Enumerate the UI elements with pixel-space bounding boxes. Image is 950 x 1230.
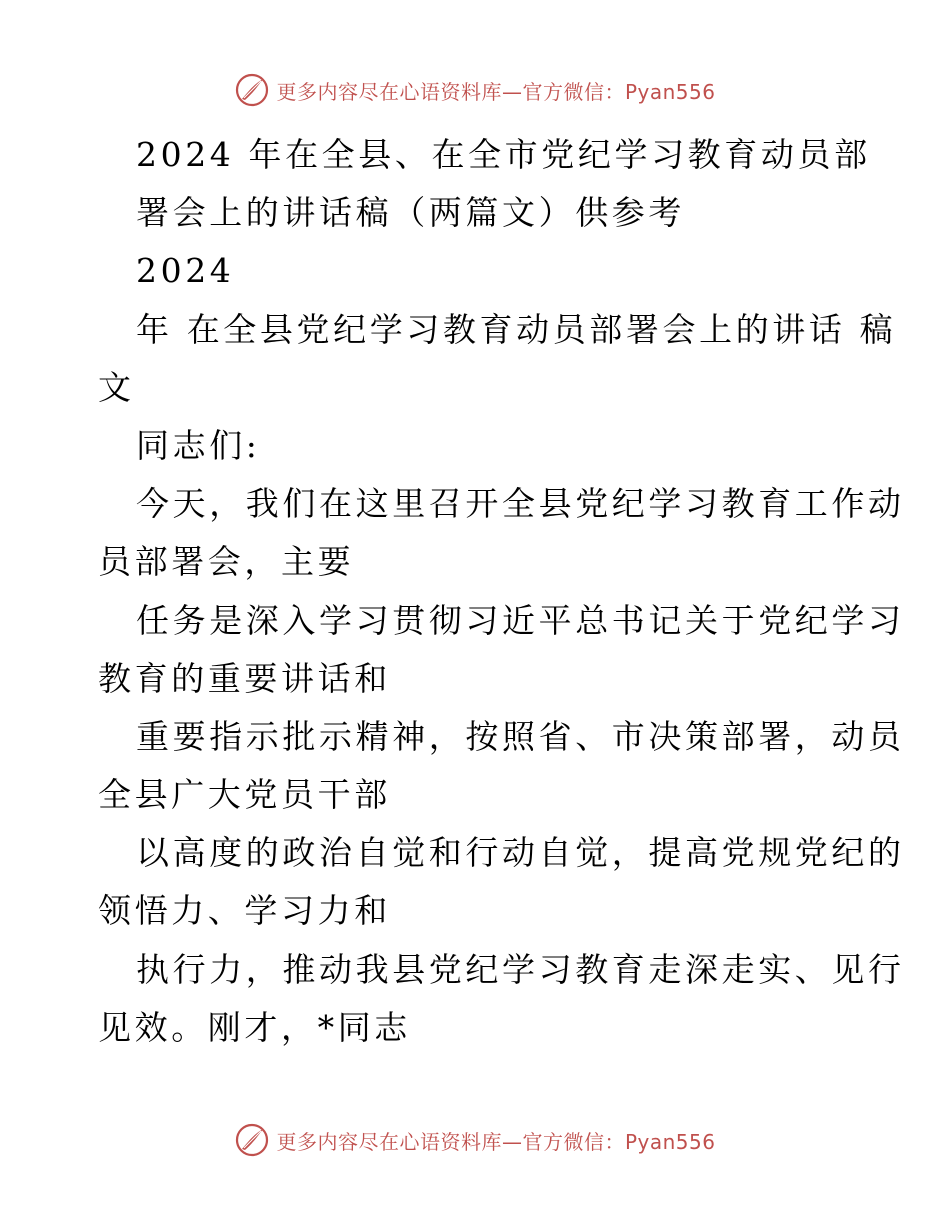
watermark-text: 更多内容尽在心语资料库—官方微信：Pyan556 bbox=[276, 79, 716, 104]
salutation: 同志们: bbox=[136, 425, 261, 465]
subtitle-line: 年 在全县党纪学习教育动员部署会上的讲话 稿 bbox=[136, 309, 897, 349]
title-line-1: 2024 年在全县、在全市党纪学习教育动员部 bbox=[136, 135, 871, 174]
paragraph-wrap-line: 见效。刚才，*同志 bbox=[98, 1007, 411, 1047]
paragraph-line: 以高度的政治自觉和行动自觉，提高党规党纪的 bbox=[136, 833, 905, 873]
watermark-header bbox=[0, 70, 950, 110]
watermark-footer bbox=[0, 1120, 950, 1160]
paragraph-line: 执行力，推动我县党纪学习教育走深走实、见行 bbox=[136, 949, 905, 989]
quill-logo-icon bbox=[234, 1122, 270, 1158]
paragraph-line: 任务是深入学习贯彻习近平总书记关于党纪学习 bbox=[136, 600, 905, 640]
subtitle-wrap-line: 文 bbox=[98, 367, 135, 407]
paragraph-line: 今天，我们在这里召开全县党纪学习教育工作动 bbox=[136, 484, 905, 524]
document-body bbox=[98, 126, 905, 1057]
title-line-2: 署会上的讲话稿（两篇文）供参考 bbox=[136, 193, 685, 233]
quill-logo-icon bbox=[234, 72, 270, 108]
year-line: 2024 bbox=[136, 251, 235, 291]
watermark-text: 更多内容尽在心语资料库—官方微信：Pyan556 bbox=[276, 1129, 716, 1154]
paragraph-line: 重要指示批示精神，按照省、市决策部署，动员 bbox=[136, 716, 905, 756]
paragraph-wrap-line: 教育的重要讲话和 bbox=[98, 658, 391, 698]
paragraph-wrap-line: 领悟力、学习力和 bbox=[98, 891, 391, 931]
paragraph-wrap-line: 员部署会，主要 bbox=[98, 542, 355, 582]
paragraph-wrap-line: 全县广大党员干部 bbox=[98, 775, 391, 815]
